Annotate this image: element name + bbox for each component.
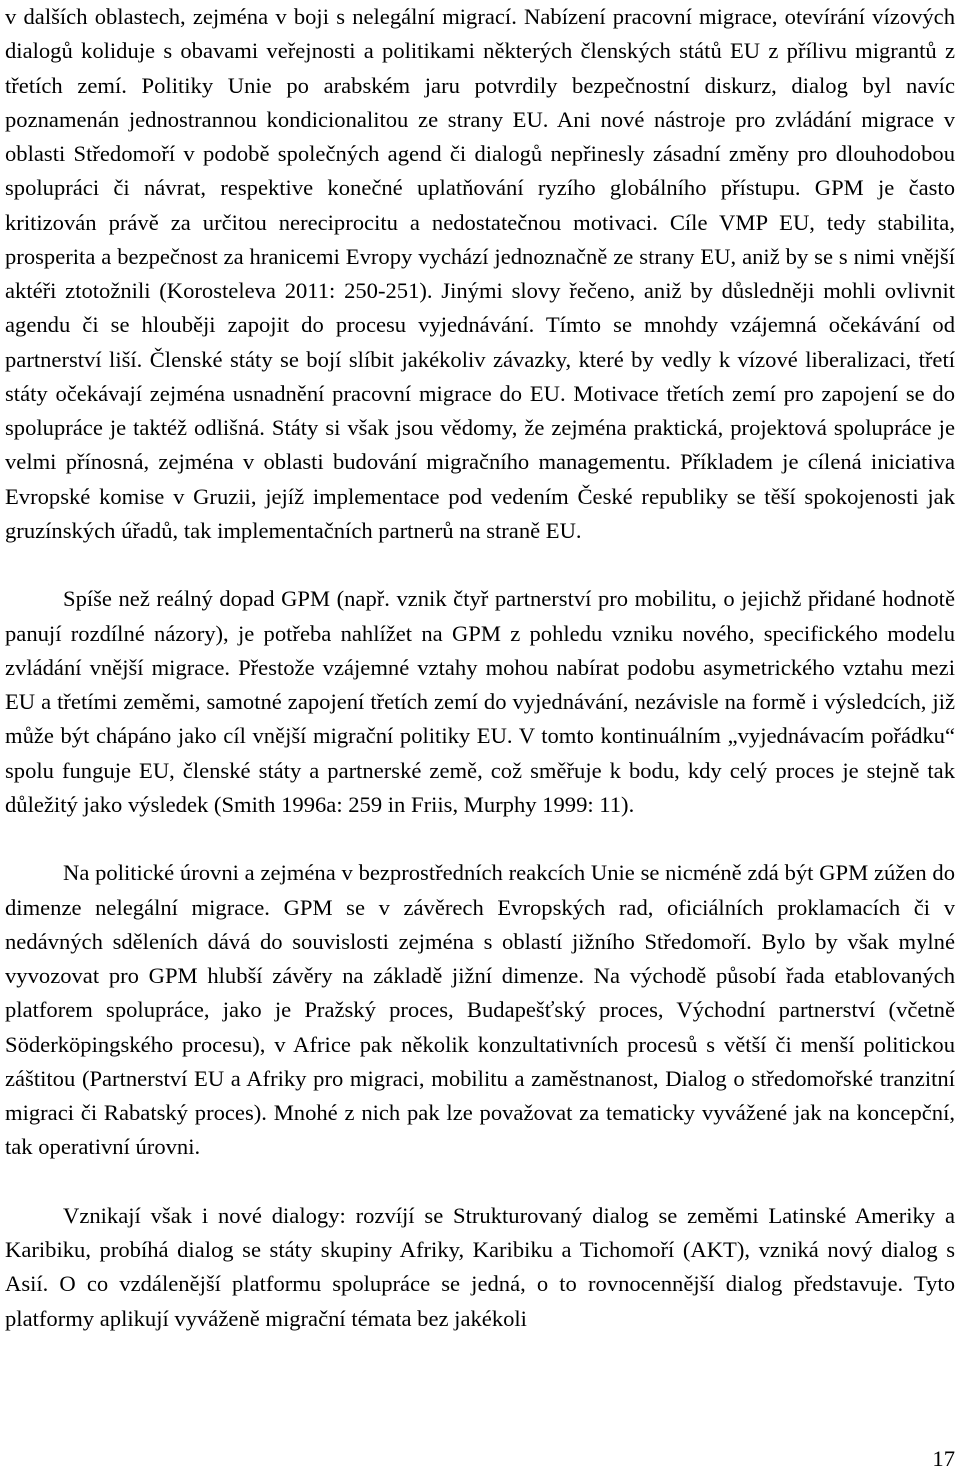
paragraph-1: v dalších oblastech, zejména v boji s nelegální migrací. Nabízení pracovní migrace, otevírání vízových dialogů koliduje s obavami veřejnosti a politikami některých členských států EU z přílivu migrantů z třetích zemí. Politiky Unie po arabském jaru potvrdily bezpečnostní diskurz, dialog byl navíc poznamenán jednostrannou kondicionalitou ze strany EU. Ani nové nástroje pro zvládání migrace v oblasti Středomoří v podobě společných agend či dialogů nepřinesly zásadní změny pro dlouhodobou spolupráci či návrat, respektive konečné uplatňování ryzího globálního přístupu. GPM je často kritizován právě za určitou nereciprocitu a nedostatečnou motivaci. Cíle VMP EU, tedy stabilita, prosperita a bezpečnost za hranicemi Evropy vychází jednoznačně ze strany EU, aniž by se s nimi vnější aktéři ztotožnili (Korosteleva 2011: 250-251). Jinými slovy řečeno, aniž by důsledněji mohli ovlivnit agendu či se hlouběji zapojit do procesu vyjednávání. Tímto se mnohdy vzájemná očekávání od partnerství liší. Členské státy se bojí slíbit jakékoliv závazky, které by vedly k vízové liberalizaci, třetí státy očekávají zejména usnadnění pracovní migrace do EU. Motivace třetích zemí pro zapojení se do spolupráce je taktéž odlišná. Státy si však jsou vědomy, že zejména praktická, projektová spolupráce je velmi přínosná, zejména v oblasti budování migračního managementu. Příkladem je cílená iniciativa Evropské komise v Gruzii, jejíž implementace pod vedením České republiky se těší spokojenosti jak gruzínských úřadů, tak implementačních partnerů na straně EU. <box>5 4 955 543</box>
paragraph-spacer <box>5 1165 955 1199</box>
paragraph-spacer <box>5 548 955 582</box>
paragraph-4: Vznikají však i nové dialogy: rozvíjí se Strukturovaný dialog se zeměmi Latinské Ameriky a Karibiku, probíhá dialog se státy skupiny Afriky, Karibiku a Tichomoří (AKT), vzniká nový dialog s Asií. O co vzdálenější platformu spolupráce se jedná, o to rovnocennější dialog představuje. Tyto platformy aplikují vyváženě migrační témata bez jakékoli <box>5 1202 955 1331</box>
paragraph-3: Na politické úrovni a zejména v bezprostředních reakcích Unie se nicméně zdá být GPM zúžen do dimenze nelegální migrace. GPM se v závěrech Evropských rad, oficiálních proklamacích či v nedávných sděleních dává do souvislosti zejména s oblastí jižního Středomoří. Bylo by však mylné vyvozovat pro GPM hlubší závěry na základě jižní dimenze. Na východě působí řada etablovaných platforem spolupráce, jako je Pražský proces, Budapešťský proces, Východní partnerství (včetně Söderköpingského procesu), v Africe pak několik konzultativních procesů s větší či menší politickou záštitou (Partnerství EU a Afriky pro migraci, mobilitu a zaměstnanost, Dialog o středomořské tranzitní migraci či Rabatský proces). Mnohé z nich pak lze považovat za tematicky vyvážené jak na koncepční, tak operativní úrovni. <box>5 860 955 1160</box>
paragraph-spacer <box>5 822 955 856</box>
page-number: 17 <box>932 1446 955 1471</box>
document-page <box>5 0 955 1336</box>
paragraph-2: Spíše než reálný dopad GPM (např. vznik čtyř partnerství pro mobilitu, o jejichž přidané hodnotě panují rozdílné názory), je potřeba nahlížet na GPM z pohledu vzniku nového, specifického modelu zvládání vnější migrace. Přestože vzájemné vztahy mohou nabírat podobu asymetrického vztahu mezi EU a třetími zeměmi, samotné zapojení třetích zemí do vyjednávání, nezávisle na formě i výsledcích, již může být chápáno jako cíl vnější migrační politiky EU. V tomto kontinuálním „vyjednávacím pořádku“ spolu funguje EU, členské státy a partnerské země, což směřuje k bodu, kdy celý proces je stejně tak důležitý jako výsledek (Smith 1996a: 259 in Friis, Murphy 1999: 11). <box>5 586 955 817</box>
